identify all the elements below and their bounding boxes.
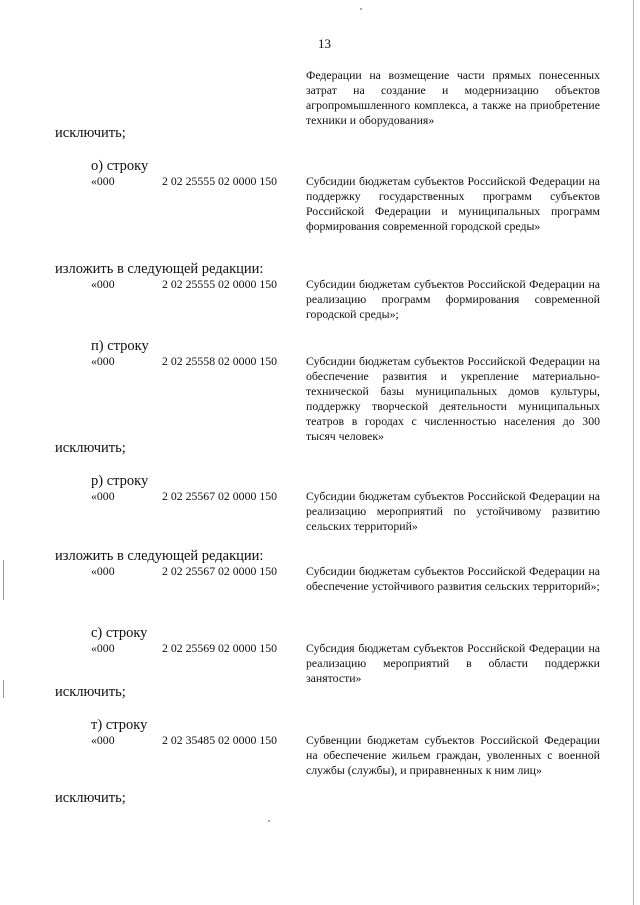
- item-label: п) строку: [91, 338, 149, 354]
- item-code: «000: [91, 641, 115, 655]
- scan-edge-line: [633, 0, 634, 905]
- page-number: 13: [318, 36, 331, 51]
- item-kbk: 2 02 25555 02 0000 150: [162, 277, 278, 291]
- item-code: «000: [91, 354, 115, 368]
- item-code: «000: [91, 277, 115, 291]
- item-label: р) строку: [91, 473, 149, 489]
- item-description: Субсидии бюджетам субъектов Российской Федерации на обеспечение развития и укрепление материально-технической базы муниципальных домов культуры, поддержку творческой деятельности муниципальных театров в городах с численностью населения до 300 тысяч человек»: [306, 354, 600, 443]
- scan-margin-mark: [3, 680, 4, 698]
- item-kbk: 2 02 35485 02 0000 150: [162, 733, 278, 747]
- item-description: Субсидия бюджетам субъектов Российской Федерации на реализацию мероприятий в области поддержки занятости»: [306, 641, 600, 685]
- item-kbk: 2 02 25569 02 0000 150: [162, 641, 278, 655]
- item-description: Субвенции бюджетам субъектов Российской Федерации на обеспечение жильем граждан, уволенных с военной службы (службы), и приравненных к ним лиц»: [306, 733, 600, 777]
- action-exclude: исключить;: [55, 790, 126, 806]
- action-exclude: исключить;: [55, 684, 126, 700]
- item-label: с) строку: [91, 625, 148, 641]
- scan-margin-mark: [3, 560, 4, 600]
- item-description: Субсидии бюджетам субъектов Российской Федерации на реализацию мероприятий по устойчивому развитию сельских территорий»: [306, 489, 600, 533]
- item-description: Субсидии бюджетам субъектов Российской Федерации на поддержку государственных программ субъектов Российской Федерации и муниципальных программ формирования современной городской среды»: [306, 174, 600, 233]
- item-kbk: 2 02 25558 02 0000 150: [162, 354, 278, 368]
- item-kbk: 2 02 25567 02 0000 150: [162, 489, 278, 503]
- item-code: «000: [91, 733, 115, 747]
- item-code: «000: [91, 564, 115, 578]
- action-exclude: исключить;: [55, 125, 126, 141]
- action-restate: изложить в следующей редакции:: [55, 548, 264, 564]
- item-kbk: 2 02 25555 02 0000 150: [162, 174, 278, 188]
- item-code: «000: [91, 489, 115, 503]
- item-kbk: 2 02 25567 02 0000 150: [162, 564, 278, 578]
- action-exclude: исключить;: [55, 440, 126, 456]
- item-code: «000: [91, 174, 115, 188]
- item-label: т) строку: [91, 717, 148, 733]
- item-description: Субсидии бюджетам субъектов Российской Федерации на обеспечение устойчивого развития сельских территорий»;: [306, 564, 600, 593]
- item-label: о) строку: [91, 158, 149, 174]
- intro-description: Федерации на возмещение части прямых понесенных затрат на создание и модернизацию объектов агропромышленного комплекса, а также на приобретение техники и оборудования»: [306, 68, 600, 127]
- item-description: Субсидии бюджетам субъектов Российской Федерации на реализацию программ формирования современной городской среды»;: [306, 277, 600, 321]
- scan-speck: [268, 820, 270, 822]
- action-restate: изложить в следующей редакции:: [55, 261, 264, 277]
- scan-speck: [360, 8, 362, 10]
